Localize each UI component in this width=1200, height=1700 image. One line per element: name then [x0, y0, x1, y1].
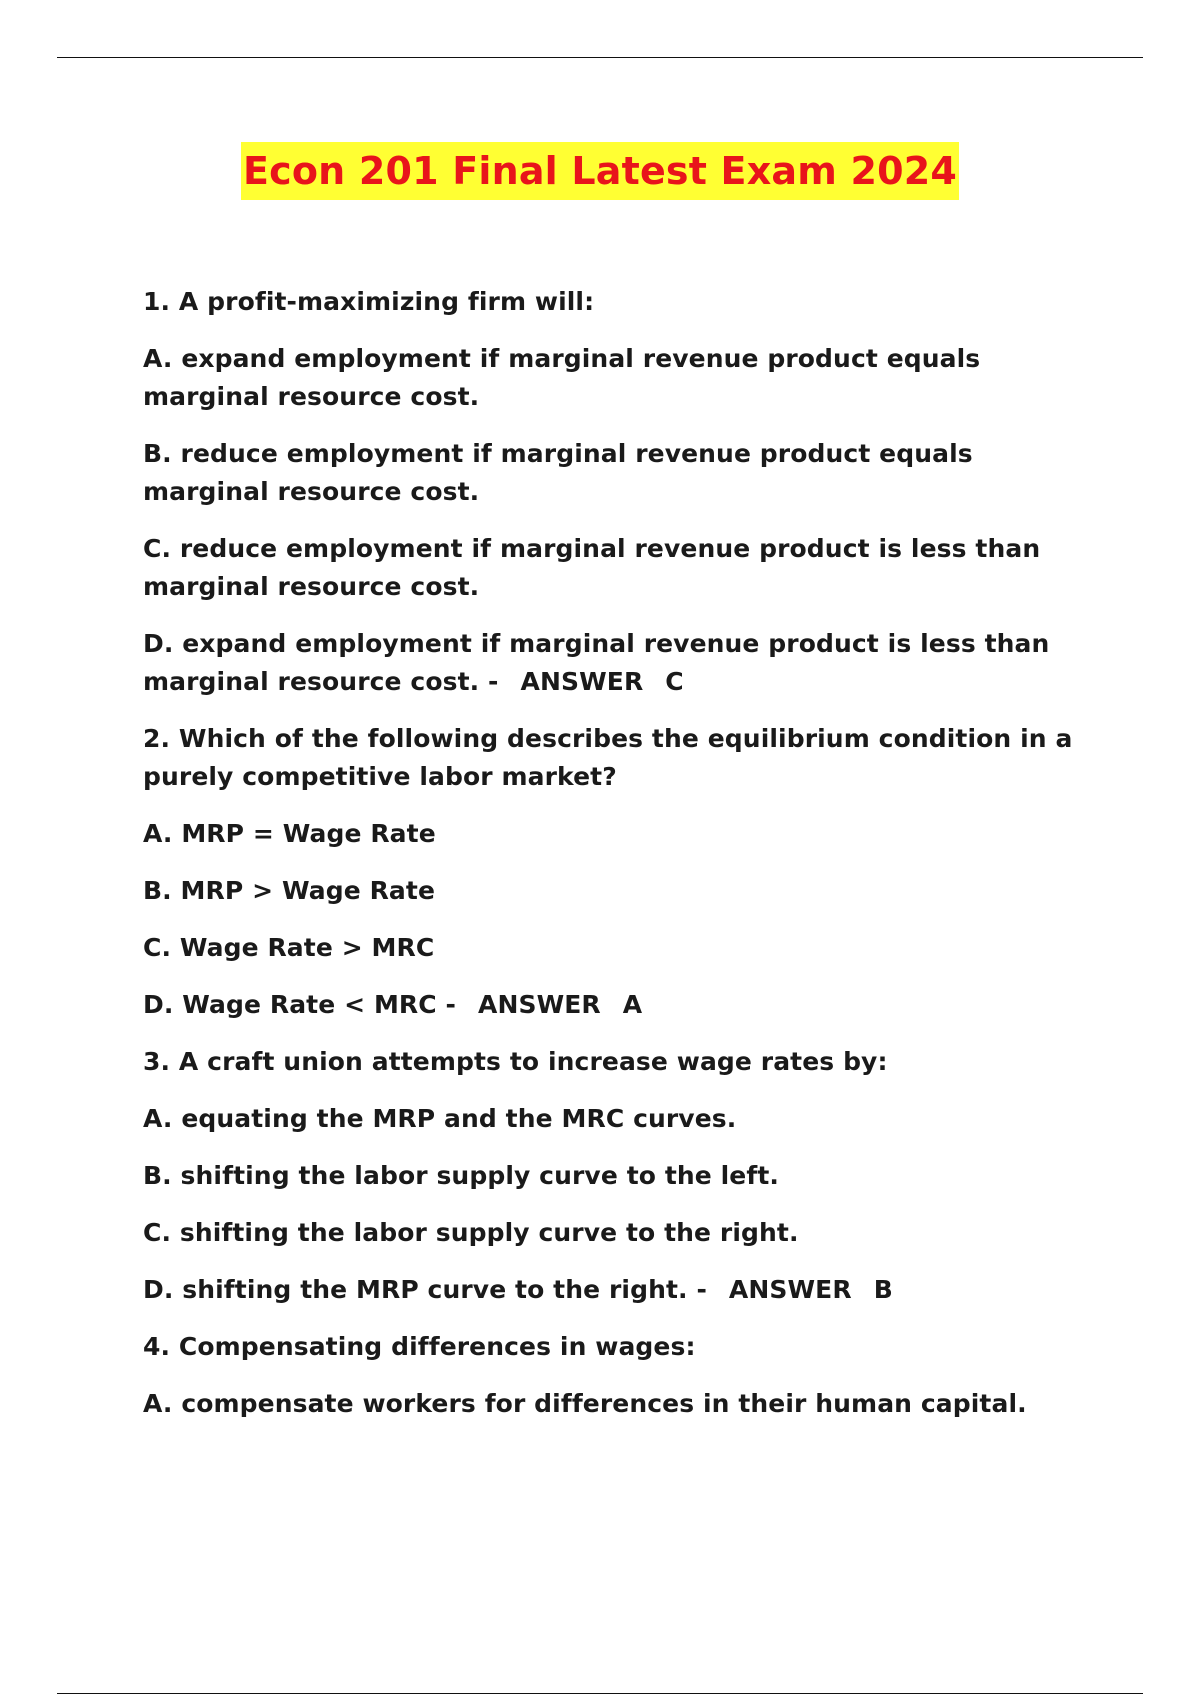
- question-4-prompt: 4. Compensating differences in wages:: [143, 1332, 696, 1361]
- question-2-prompt: 2. Which of the following describes the equilibrium condition in a purely competitive labor market?: [143, 724, 1073, 791]
- question-1-option-a: A. expand employment if marginal revenue product equals marginal resource cost.: [143, 344, 981, 411]
- question-1-prompt: 1. A profit-maximizing firm will:: [143, 287, 595, 316]
- answer-letter: B: [873, 1275, 893, 1304]
- answer-letter: A: [622, 990, 643, 1019]
- title-container: [0, 142, 1200, 200]
- question-1-option-d-text: D. expand employment if marginal revenue product is less than marginal resource cost. -: [143, 629, 1050, 696]
- question-1-option-d: [143, 625, 1083, 701]
- question-3-option-a: A. equating the MRP and the MRC curves.: [143, 1104, 737, 1133]
- answer-label: ANSWER: [728, 1275, 852, 1304]
- question-4-option-a: A. compensate workers for differences in their human capital.: [143, 1389, 1027, 1418]
- question-2-option-d: [143, 986, 1083, 1024]
- answer-label: ANSWER: [520, 667, 644, 696]
- question-3-option-b: B. shifting the labor supply curve to the left.: [143, 1161, 779, 1190]
- document-title: Econ 201 Final Latest Exam 2024: [241, 142, 959, 200]
- question-2-option-c: C. Wage Rate > MRC: [143, 933, 435, 962]
- answer-label: ANSWER: [478, 990, 601, 1019]
- question-2-option-d-text: D. Wage Rate < MRC -: [143, 990, 456, 1019]
- exam-content: [143, 283, 1083, 1423]
- bottom-rule: [57, 1693, 1143, 1694]
- question-3-prompt: 3. A craft union attempts to increase wage rates by:: [143, 1047, 888, 1076]
- question-2-option-b: B. MRP > Wage Rate: [143, 876, 435, 905]
- question-3-option-c: C. shifting the labor supply curve to the right.: [143, 1218, 799, 1247]
- question-1-option-b: B. reduce employment if marginal revenue product equals marginal resource cost.: [143, 439, 973, 506]
- question-1-option-c: C. reduce employment if marginal revenue product is less than marginal resource cost.: [143, 534, 1041, 601]
- question-2-option-a: A. MRP = Wage Rate: [143, 819, 436, 848]
- question-3-option-d-text: D. shifting the MRP curve to the right. -: [143, 1275, 707, 1304]
- question-3-option-d: [143, 1271, 1083, 1309]
- top-rule: [57, 57, 1143, 58]
- answer-letter: C: [665, 667, 684, 696]
